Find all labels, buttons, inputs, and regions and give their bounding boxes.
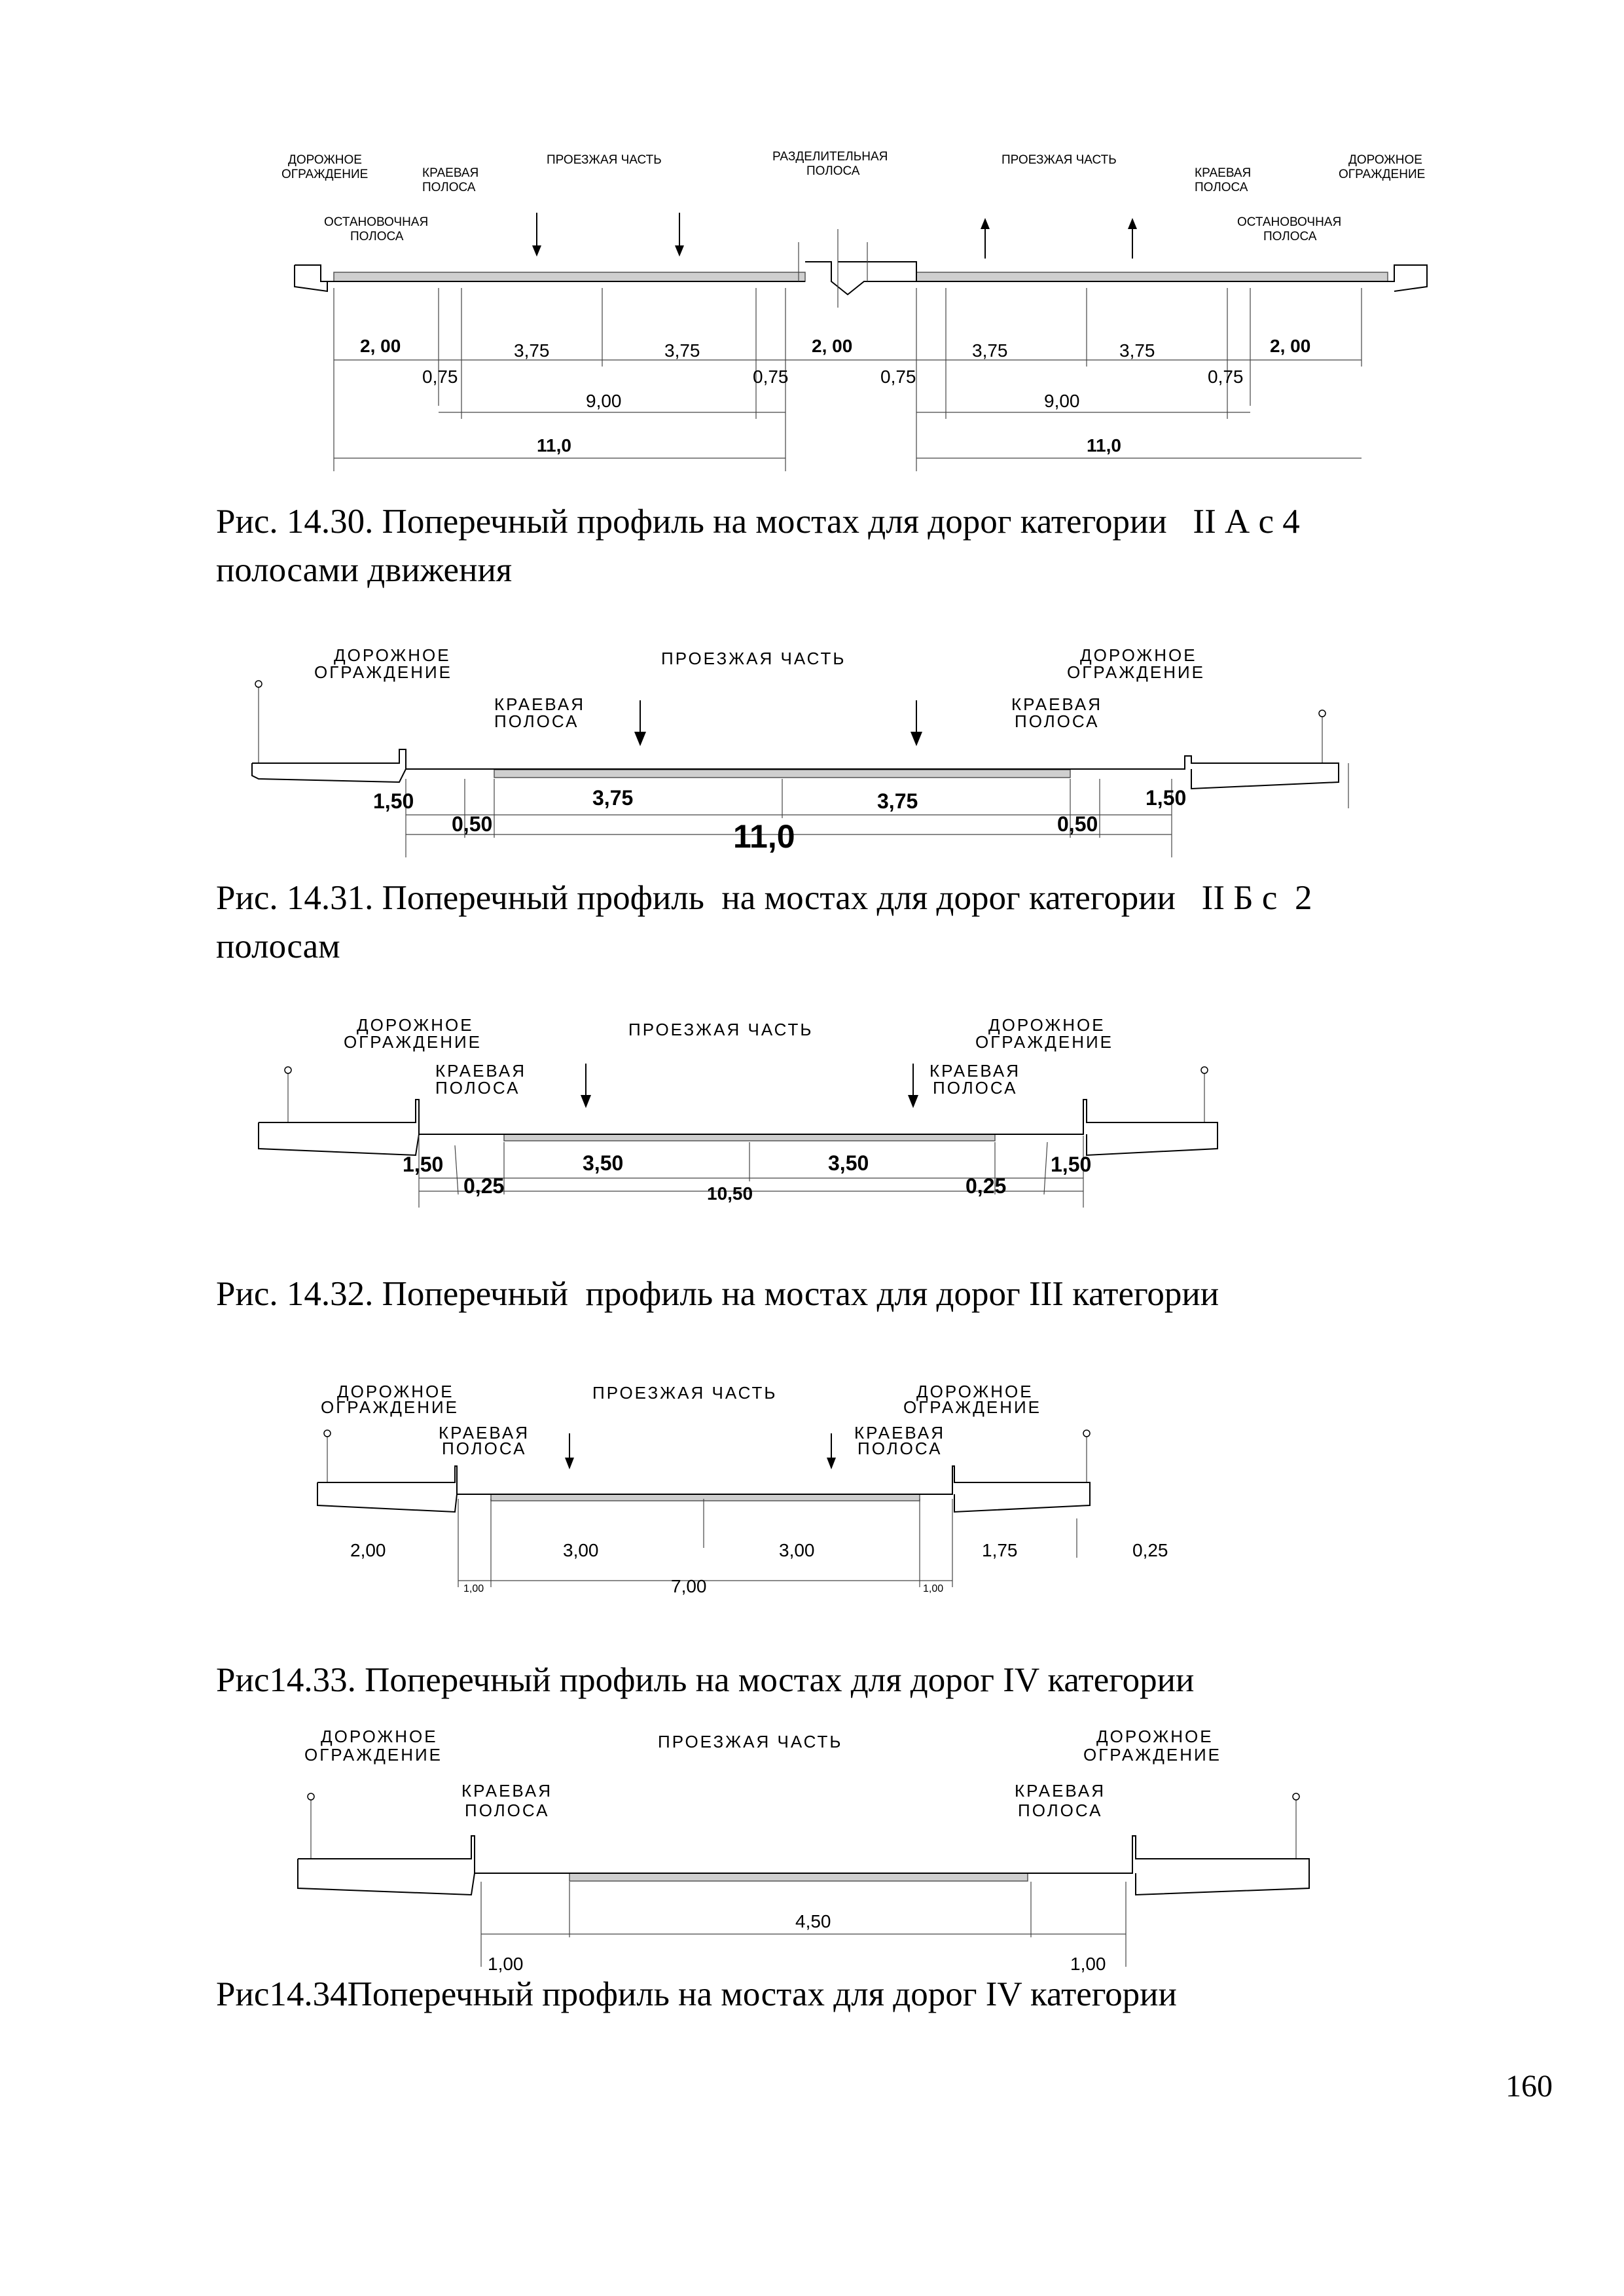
label-carriageway: ПРОЕЗЖАЯ ЧАСТЬ	[661, 649, 846, 668]
dim-text: 3,75	[877, 789, 918, 813]
caption-14-31: Рис. 14.31. Поперечный профиль на мостах для дорог категории II Б с 2 полосам	[216, 879, 1312, 965]
dim-text: 1,75	[982, 1540, 1018, 1560]
dim-text: 0,50	[452, 812, 493, 836]
dim-text: 1,50	[403, 1153, 444, 1176]
dim-text: 0,75	[753, 367, 789, 387]
dim-text: 0,75	[1208, 367, 1244, 387]
dim-text: 7,00	[671, 1576, 707, 1596]
figure-14-32	[255, 1015, 1250, 1240]
traffic-arrows	[532, 213, 1137, 259]
dim-text: 1,50	[1146, 786, 1187, 810]
dim-text: 9,00	[1044, 391, 1080, 411]
bridge-deck	[298, 1793, 1309, 1895]
label-edge-strip-left: КРАЕВАЯ ПОЛОСА	[422, 166, 479, 194]
dim-text: 3,50	[828, 1151, 869, 1175]
dim-text: 2, 00	[360, 336, 401, 356]
figure-14-34	[295, 1728, 1342, 1990]
dim-text: 1,00	[488, 1954, 524, 1974]
dim-text: 3,00	[779, 1540, 815, 1560]
figure-14-33	[314, 1384, 1244, 1600]
label-carriageway: ПРОЕЗЖАЯ ЧАСТЬ	[658, 1732, 843, 1751]
dim-text: 2,00	[350, 1540, 386, 1560]
dim-text: 0,25	[1132, 1540, 1168, 1560]
label-barrier-right: ДОРОЖНОЕ ОГРАЖДЕНИЕ	[903, 1382, 1042, 1417]
label-carriageway: ПРОЕЗЖАЯ ЧАСТЬ	[592, 1383, 778, 1403]
dim-text: 1,00	[1070, 1954, 1106, 1974]
caption-14-34: Рис14.34Поперечный профиль на мостах для дорог IV категории	[216, 1975, 1177, 2013]
label-edge-strip-right: КРАЕВАЯ ПОЛОСА	[929, 1061, 1021, 1098]
figure-14-30	[281, 144, 1453, 484]
dim-text: 0,50	[1057, 812, 1098, 836]
figure-14-31-drawing	[249, 645, 1348, 864]
label-barrier-right: ДОРОЖНОЕ ОГРАЖДЕНИЕ	[1067, 645, 1206, 682]
caption-14-33: Рис14.33. Поперечный профиль на мостах для дорог IV категории	[216, 1661, 1195, 1699]
dim-text: 11,0	[537, 435, 571, 456]
label-stopping-lane-left: ОСТАНОВОЧНАЯ ПОЛОСА	[324, 215, 429, 243]
label-edge-strip-right: КРАЕВАЯ ПОЛОСА	[1011, 694, 1103, 731]
label-edge-strip-right: КРАЕВАЯ ПОЛОСА	[854, 1423, 946, 1458]
dim-text: 2, 00	[812, 336, 853, 356]
dim-text: 3,50	[583, 1151, 624, 1175]
dim-text: 10,50	[707, 1183, 753, 1204]
dim-text: 1,00	[923, 1583, 944, 1594]
dim-text: 9,00	[586, 391, 622, 411]
figure-14-34-drawing	[295, 1728, 1342, 1990]
dim-text: 1,00	[463, 1583, 484, 1594]
label-edge-strip-right: КРАЕВАЯ ПОЛОСА	[1015, 1781, 1106, 1820]
label-barrier-left: ДОРОЖНОЕ ОГРАЖДЕНИЕ	[314, 645, 453, 682]
label-barrier-left: ДОРОЖНОЕ ОГРАЖДЕНИЕ	[321, 1382, 460, 1417]
dim-text: 3,75	[664, 340, 700, 361]
label-stopping-lane-right: ОСТАНОВОЧНАЯ ПОЛОСА	[1237, 215, 1342, 243]
label-edge-strip-right: КРАЕВАЯ ПОЛОСА	[1195, 166, 1252, 194]
label-edge-strip-left: КРАЕВАЯ ПОЛОСА	[435, 1061, 527, 1098]
dim-text: 11,0	[733, 818, 795, 855]
label-barrier-right: ДОРОЖНОЕ ОГРАЖДЕНИЕ	[1083, 1727, 1222, 1765]
caption-14-32: Рис. 14.32. Поперечный профиль на мостах для дорог III категории	[216, 1275, 1219, 1313]
dim-text: 2, 00	[1270, 336, 1311, 356]
traffic-arrows	[565, 1433, 836, 1469]
dim-text: 1,50	[373, 789, 414, 813]
label-edge-strip-left: КРАЕВАЯ ПОЛОСА	[494, 694, 586, 731]
label-barrier-left: ДОРОЖНОЕ ОГРАЖДЕНИЕ	[304, 1727, 443, 1765]
dim-text: 0,25	[463, 1174, 505, 1198]
label-edge-strip-left: КРАЕВАЯ ПОЛОСА	[461, 1781, 553, 1820]
label-carriageway-right: ПРОЕЗЖАЯ ЧАСТЬ	[1001, 153, 1117, 167]
label-carriageway-left: ПРОЕЗЖАЯ ЧАСТЬ	[547, 153, 662, 167]
traffic-arrows	[634, 700, 922, 746]
figure-14-30-drawing	[281, 144, 1453, 484]
dim-text: 4,50	[795, 1911, 831, 1931]
label-edge-strip-left: КРАЕВАЯ ПОЛОСА	[439, 1423, 530, 1458]
dim-text: 0,25	[965, 1174, 1007, 1198]
label-median: РАЗДЕЛИТЕЛЬНАЯ ПОЛОСА	[772, 150, 888, 178]
label-barrier-left: ДОРОЖНОЕ ОГРАЖДЕНИЕ	[281, 153, 369, 181]
dim-text: 3,75	[514, 340, 550, 361]
page-number: 160	[1506, 2069, 1553, 2104]
figure-14-33-drawing	[314, 1384, 1244, 1600]
dim-text: 3,75	[972, 340, 1008, 361]
label-barrier-right: ДОРОЖНОЕ ОГРАЖДЕНИЕ	[975, 1015, 1114, 1052]
dim-text: 3,00	[563, 1540, 599, 1560]
caption-14-30: Рис. 14.30. Поперечный профиль на мостах для дорог категории II А с 4 полосами движения	[216, 503, 1300, 589]
dim-text: 0,75	[880, 367, 916, 387]
dim-text: 11,0	[1087, 435, 1121, 456]
traffic-arrows	[581, 1064, 918, 1108]
label-carriageway: ПРОЕЗЖАЯ ЧАСТЬ	[628, 1020, 814, 1039]
dim-text: 3,75	[1119, 340, 1155, 361]
label-barrier-right: ДОРОЖНОЕ ОГРАЖДЕНИЕ	[1339, 153, 1426, 181]
figure-14-32-drawing	[255, 1015, 1250, 1240]
dim-text: 1,50	[1051, 1153, 1092, 1176]
label-barrier-left: ДОРОЖНОЕ ОГРАЖДЕНИЕ	[344, 1015, 482, 1052]
bridge-deck	[259, 1067, 1218, 1155]
bridge-deck	[295, 229, 1427, 308]
dim-text: 0,75	[422, 367, 458, 387]
dim-text: 3,75	[592, 786, 634, 810]
figure-14-31	[249, 645, 1348, 864]
